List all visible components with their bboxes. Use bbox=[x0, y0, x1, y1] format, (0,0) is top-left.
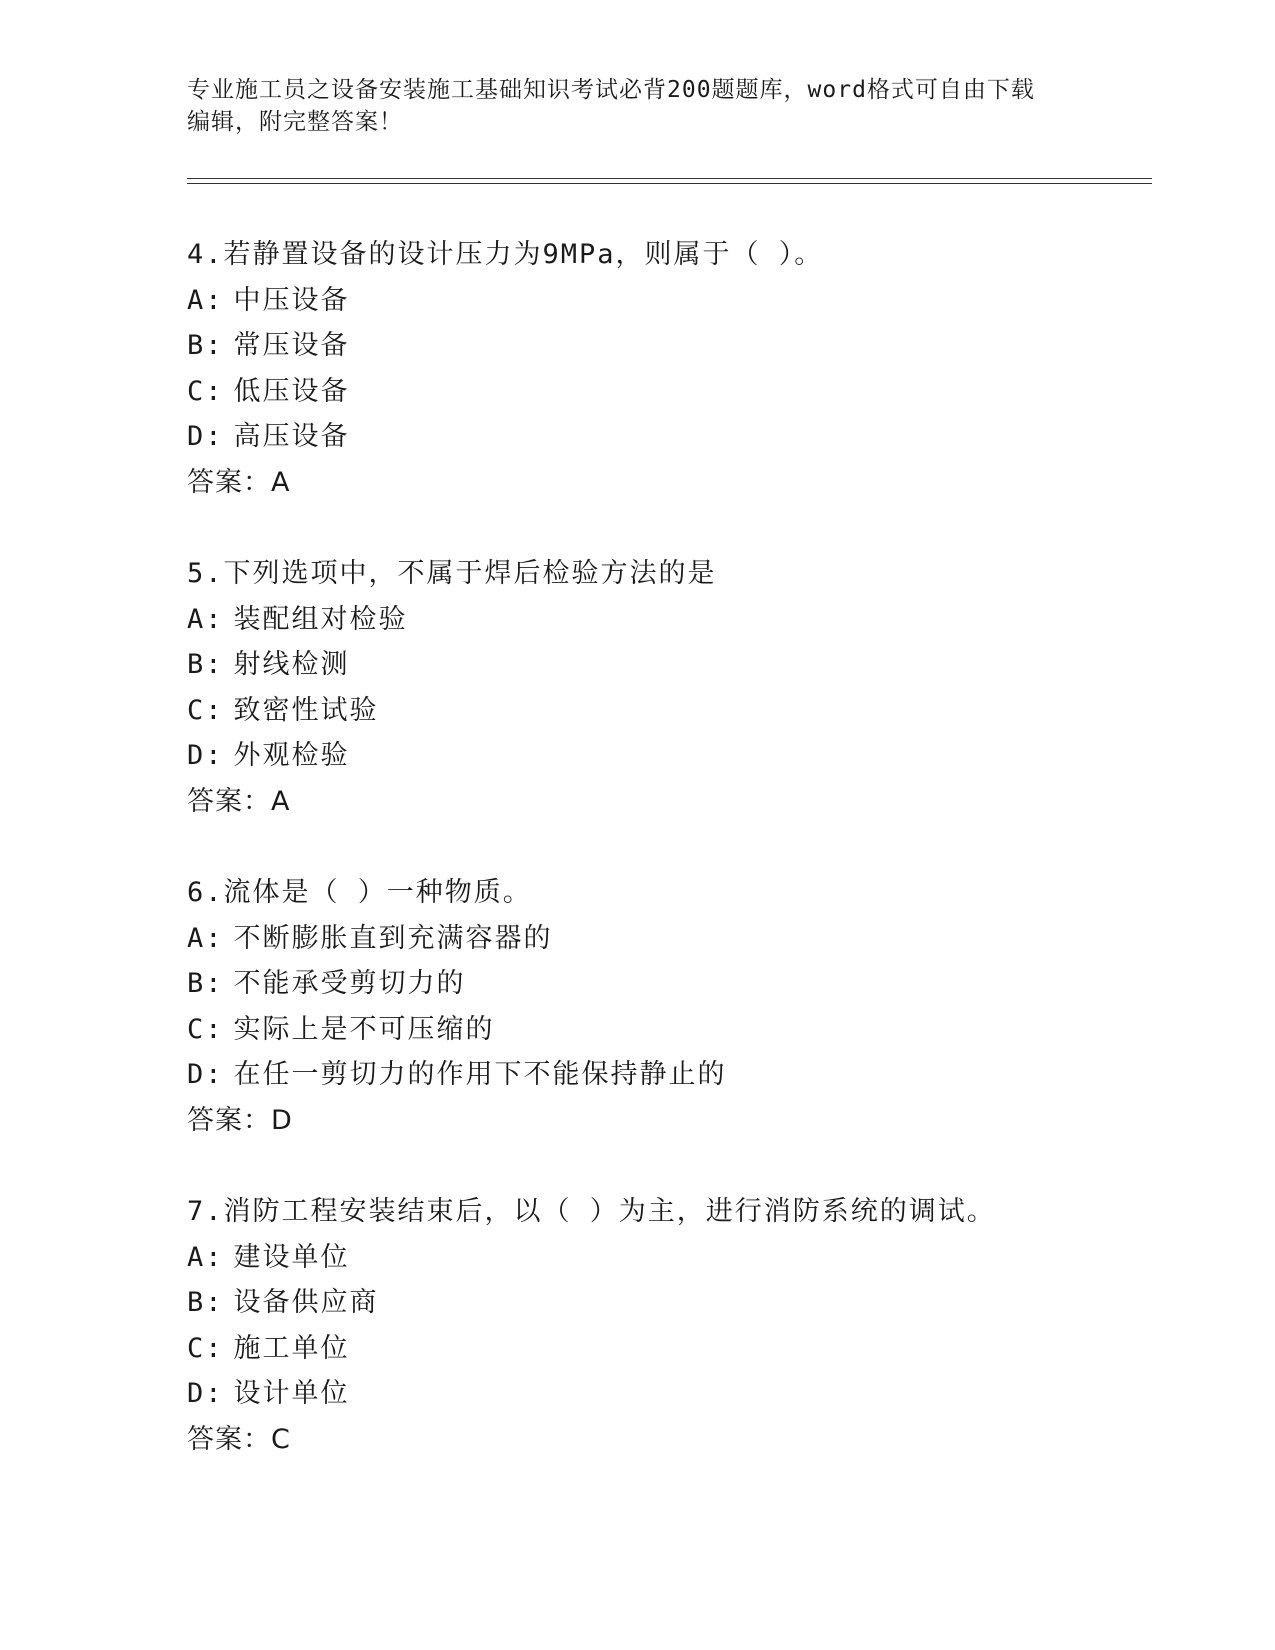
header-line-2: 编辑，附完整答案！ bbox=[187, 109, 403, 135]
option-letter: C: bbox=[187, 1332, 224, 1364]
question-stem: 6.流体是（ ）一种物质。 bbox=[187, 877, 532, 908]
option-text: 施工单位 bbox=[233, 1332, 350, 1364]
option-text: 射线检测 bbox=[233, 649, 350, 681]
option-letter: A: bbox=[187, 922, 224, 954]
option-a bbox=[187, 597, 1147, 643]
question-6 bbox=[187, 870, 1147, 1144]
question-7 bbox=[187, 1189, 1147, 1463]
option-letter: D: bbox=[187, 421, 224, 453]
option-text: 设计单位 bbox=[233, 1378, 350, 1410]
option-text: 设备供应商 bbox=[233, 1287, 379, 1319]
option-text: 实际上是不可压缩的 bbox=[233, 1013, 495, 1045]
option-letter: D: bbox=[187, 740, 224, 772]
question-stem: 7.消防工程安装结束后，以（ ）为主，进行消防系统的调试。 bbox=[187, 1196, 996, 1227]
header-divider-bottom bbox=[187, 183, 1152, 184]
option-text: 在任一剪切力的作用下不能保持静止的 bbox=[233, 1059, 727, 1091]
question-5 bbox=[187, 551, 1147, 825]
answer-label: 答案：A bbox=[187, 466, 291, 498]
option-text: 致密性试验 bbox=[233, 694, 379, 726]
option-text: 中压设备 bbox=[233, 284, 350, 316]
document-header bbox=[187, 74, 1067, 138]
question-stem: 4.若静置设备的设计压力为9MPa，则属于（ ）。 bbox=[187, 239, 824, 270]
option-c bbox=[187, 1326, 1147, 1372]
option-d bbox=[187, 733, 1147, 779]
option-letter: B: bbox=[187, 1287, 224, 1319]
question-stem: 5.下列选项中，不属于焊后检验方法的是 bbox=[187, 558, 717, 589]
option-text: 高压设备 bbox=[233, 421, 350, 453]
answer-label: 答案：C bbox=[187, 1423, 291, 1455]
option-b bbox=[187, 961, 1147, 1007]
option-c bbox=[187, 369, 1147, 415]
answer-label: 答案：D bbox=[187, 1104, 293, 1136]
option-text: 常压设备 bbox=[233, 330, 350, 362]
option-b bbox=[187, 1280, 1147, 1326]
option-letter: A: bbox=[187, 1241, 224, 1273]
option-letter: B: bbox=[187, 968, 224, 1000]
option-a bbox=[187, 1235, 1147, 1281]
option-a bbox=[187, 916, 1147, 962]
option-d bbox=[187, 414, 1147, 460]
option-d bbox=[187, 1371, 1147, 1417]
option-letter: C: bbox=[187, 375, 224, 407]
header-divider-top bbox=[187, 178, 1152, 179]
option-letter: C: bbox=[187, 694, 224, 726]
option-letter: B: bbox=[187, 330, 224, 362]
header-line-1: 专业施工员之设备安装施工基础知识考试必背200题题库，word格式可自由下载 bbox=[187, 77, 1035, 103]
option-letter: A: bbox=[187, 284, 224, 316]
option-letter: C: bbox=[187, 1013, 224, 1045]
option-letter: D: bbox=[187, 1378, 224, 1410]
option-text: 不能承受剪切力的 bbox=[233, 968, 466, 1000]
answer-label: 答案：A bbox=[187, 785, 291, 817]
option-d bbox=[187, 1052, 1147, 1098]
option-text: 外观检验 bbox=[233, 740, 350, 772]
option-c bbox=[187, 688, 1147, 734]
option-text: 建设单位 bbox=[233, 1241, 350, 1273]
option-a bbox=[187, 278, 1147, 324]
option-letter: A: bbox=[187, 603, 224, 635]
option-b bbox=[187, 323, 1147, 369]
option-c bbox=[187, 1007, 1147, 1053]
option-text: 装配组对检验 bbox=[233, 603, 408, 635]
question-4 bbox=[187, 232, 1147, 506]
option-text: 低压设备 bbox=[233, 375, 350, 407]
option-b bbox=[187, 642, 1147, 688]
option-letter: B: bbox=[187, 649, 224, 681]
option-text: 不断膨胀直到充满容器的 bbox=[233, 922, 553, 954]
option-letter: D: bbox=[187, 1059, 224, 1091]
